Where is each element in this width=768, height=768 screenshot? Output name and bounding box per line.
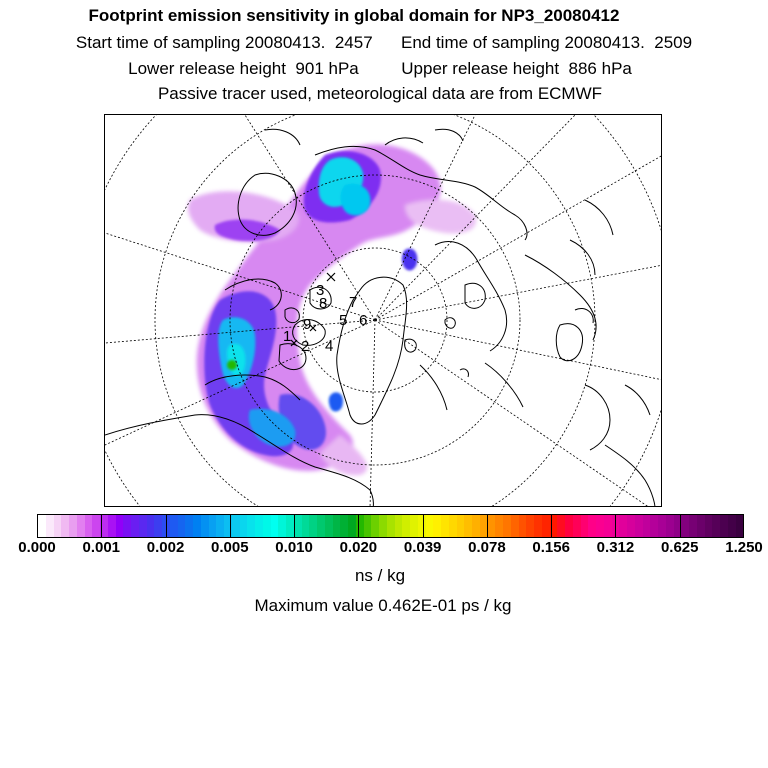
colorbar-cell <box>449 515 457 537</box>
colorbar-cell <box>309 515 317 537</box>
colorbar-divider <box>487 515 488 537</box>
colorbar-cell <box>635 515 643 537</box>
colorbar-cell <box>209 515 217 537</box>
colorbar-tick-label: 0.156 <box>532 539 570 556</box>
colorbar-cell <box>178 515 186 537</box>
colorbar-cell <box>441 515 449 537</box>
site-label-1: 1 <box>283 328 292 345</box>
colorbar-tick-label: 0.312 <box>596 539 635 556</box>
colorbar-cell <box>108 515 116 537</box>
tracer-info-line: Passive tracer used, meteorological data are from ECMWF <box>157 84 603 103</box>
colorbar-cell <box>410 515 418 537</box>
colorbar-cell <box>511 515 519 537</box>
colorbar-cell <box>495 515 503 537</box>
footprint-peak <box>227 360 237 370</box>
colorbar-divider <box>230 515 231 537</box>
colorbar-cell <box>54 515 62 537</box>
colorbar-cell <box>402 515 410 537</box>
colorbar-cell <box>581 515 589 537</box>
colorbar-cell <box>689 515 697 537</box>
colorbar-cell <box>519 515 527 537</box>
colorbar-divider <box>101 515 102 537</box>
colorbar-divider <box>358 515 359 537</box>
map-canvas <box>105 115 662 507</box>
colorbar-cell <box>503 515 511 537</box>
colorbar-cell <box>627 515 635 537</box>
colorbar-cell <box>387 515 395 537</box>
colorbar-cell <box>61 515 69 537</box>
colorbar-cell <box>278 515 286 537</box>
colorbar-cell <box>643 515 651 537</box>
colorbar-cell <box>650 515 658 537</box>
colorbar-tick-label: 0.005 <box>211 539 249 556</box>
colorbar-cell <box>542 515 550 537</box>
colorbar-cell <box>340 515 348 537</box>
colorbar-cell <box>395 515 403 537</box>
colorbar-cell <box>77 515 85 537</box>
colorbar-cell <box>658 515 666 537</box>
colorbar-divider <box>294 515 295 537</box>
colorbar-cell <box>240 515 248 537</box>
colorbar-cell <box>736 515 744 537</box>
colorbar-cell <box>333 515 341 537</box>
site-label-3: 3 <box>316 282 325 299</box>
colorbar-cell <box>596 515 604 537</box>
colorbar-cell <box>317 515 325 537</box>
colorbar-cell <box>38 515 46 537</box>
colorbar-divider <box>166 515 167 537</box>
site-label-6: 6 <box>359 312 368 329</box>
site-label-5: 5 <box>339 312 348 329</box>
colorbar-cell <box>565 515 573 537</box>
site-label-9: 9 <box>303 316 312 333</box>
colorbar-ticks <box>37 538 744 544</box>
colorbar-cell <box>46 515 54 537</box>
colorbar-cell <box>534 515 542 537</box>
colorbar-cell <box>139 515 147 537</box>
colorbar-cell <box>216 515 224 537</box>
colorbar <box>37 514 744 538</box>
colorbar-cell <box>604 515 612 537</box>
footprint-map <box>104 114 662 507</box>
max-value-label: Maximum value 0.462E-01 ps / kg <box>254 596 512 615</box>
colorbar-cell <box>271 515 279 537</box>
colorbar-cell <box>526 515 534 537</box>
colorbar-cell <box>666 515 674 537</box>
colorbar-cell <box>123 515 131 537</box>
colorbar-cell <box>170 515 178 537</box>
colorbar-cell <box>193 515 201 537</box>
colorbar-cell <box>92 515 100 537</box>
colorbar-cell <box>116 515 124 537</box>
site-label-7: 7 <box>349 294 358 311</box>
colorbar-cell <box>147 515 155 537</box>
colorbar-cell <box>263 515 271 537</box>
colorbar-cell <box>697 515 705 537</box>
colorbar-tick-label: 0.001 <box>82 539 121 556</box>
units-label: ns / kg <box>354 566 406 585</box>
colorbar-cell <box>131 515 139 537</box>
colorbar-cell <box>348 515 356 537</box>
colorbar-cell <box>557 515 565 537</box>
site-label-8: 8 <box>319 295 328 312</box>
colorbar-cell <box>201 515 209 537</box>
colorbar-cell <box>418 515 426 537</box>
colorbar-tick-label: 0.020 <box>339 539 378 556</box>
colorbar-tick-label: 0.000 <box>18 539 56 556</box>
colorbar-cell <box>255 515 263 537</box>
site-label-2: 2 <box>301 338 310 355</box>
colorbar-cell <box>85 515 93 537</box>
colorbar-cell <box>433 515 441 537</box>
colorbar-divider <box>423 515 424 537</box>
colorbar-cell <box>371 515 379 537</box>
colorbar-cell <box>247 515 255 537</box>
sampling-time-line: Start time of sampling 20080413. 2457 End time of sampling 20080413. 2509 <box>75 33 693 52</box>
colorbar-divider <box>551 515 552 537</box>
colorbar-cell <box>286 515 294 537</box>
colorbar-cell <box>705 515 713 537</box>
colorbar-cell <box>573 515 581 537</box>
colorbar-cell <box>325 515 333 537</box>
colorbar-tick-label: 0.010 <box>275 539 313 556</box>
colorbar-tick-label: 0.625 <box>660 539 699 556</box>
colorbar-cell <box>232 515 240 537</box>
colorbar-cell <box>185 515 193 537</box>
colorbar-divider <box>615 515 616 537</box>
colorbar-cell <box>364 515 372 537</box>
colorbar-cell <box>588 515 596 537</box>
colorbar-tick-label: 0.039 <box>403 539 442 556</box>
colorbar-cell <box>472 515 480 537</box>
colorbar-tick-label: 0.078 <box>468 539 506 556</box>
chart-title: Footprint emission sensitivity in global domain for NP3_20080412 <box>88 6 620 25</box>
colorbar-cell <box>464 515 472 537</box>
colorbar-cell <box>488 515 496 537</box>
colorbar-cell <box>619 515 627 537</box>
colorbar-cell <box>457 515 465 537</box>
colorbar-divider <box>680 515 681 537</box>
colorbar-cell <box>69 515 77 537</box>
colorbar-cell <box>426 515 434 537</box>
colorbar-cell <box>712 515 720 537</box>
release-height-line: Lower release height 901 hPa Upper release height 886 hPa <box>128 59 632 78</box>
site-label-4: 4 <box>325 338 334 355</box>
colorbar-cell <box>356 515 364 537</box>
colorbar-cell <box>728 515 736 537</box>
colorbar-cell <box>154 515 162 537</box>
colorbar-cell <box>302 515 310 537</box>
colorbar-tick-label: 1.250 <box>725 539 763 556</box>
colorbar-tick-label: 0.002 <box>146 539 185 556</box>
colorbar-cell <box>379 515 387 537</box>
colorbar-cell <box>720 515 728 537</box>
colorbar-cell <box>681 515 689 537</box>
